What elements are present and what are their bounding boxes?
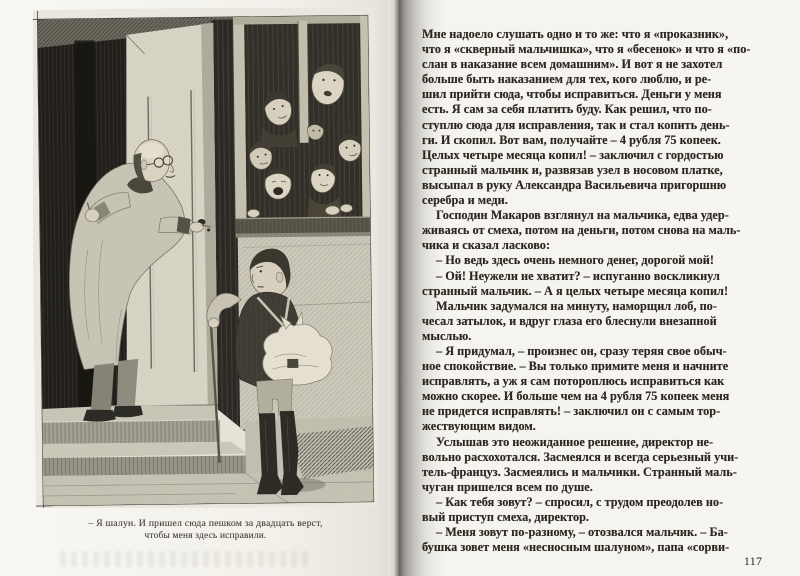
print-bleed-smudge [60,551,310,567]
book-illustration [33,8,378,508]
page-number: 117 [744,556,763,568]
text-line: Целых четыре месяца копил! – заключил с гордостью [422,147,724,162]
text-line: Господин Макаров взглянул на мальчика, едва удер- [436,208,729,223]
text-line: шил прийти сюда, чтобы исправиться. Деньги у меня [422,87,722,102]
text-line: что я «скверный мальчишка», что я «бесенок» и что я «по- [422,42,751,57]
text-line: – Но ведь здесь очень немного денег, дорогой мой! [436,253,714,268]
text-line: живаясь от смеха, потом на деньги, потом снова на маль- [422,223,741,238]
text-line: тель-француз. Засмеялись и мальчики. Странный маль- [422,464,737,479]
caption-line-2: чтобы меня здесь исправили. [144,531,267,541]
text-column [422,27,794,555]
text-line: высыпал в руку Александра Васильевича пригоршню [422,177,727,192]
text-line: вый приступ смеха, директор. [422,510,590,524]
text-line: можно скорее. И больше чем на 4 рубля 75 копеек меня [422,389,730,404]
text-line: Мне надоело слушать одно и то же: что я «проказник», [422,27,729,41]
text-line: – Я придумал, – произнес он, сразу теряя свое обыч- [436,343,727,358]
text-line: чуган пришелся всем по душе. [422,479,593,494]
text-line: ги. И скопил. Вот вам, получайте – 4 рубля 75 копеек. [422,132,721,147]
text-line: бушка зовет меня «несносным шалуном», папа «сорви- [422,540,730,555]
text-line: – Ой! Неужели не хватит? – испуганно воскликнул [436,268,720,283]
illustration-caption [33,517,378,543]
text-line: Услышав это неожиданное решение, директор не- [436,434,714,449]
text-line: – Как тебя зовут? – спросил, с трудом преодолев но- [436,494,724,509]
text-line: не придется исправлять! – заключил он с самым тор- [422,404,721,419]
text-line: больше быть наказанием для тех, кого люблю, и ре- [422,72,712,87]
left-page [0,0,398,576]
caption-line-1: – Я шалун. И пришел сюда пешком за двадцать верст, [88,518,323,529]
text-line: есть. Я сам за себя платить буду. Как решил, что по- [422,102,712,117]
text-line: жествующим видом. [422,419,536,434]
text-line: странный мальчик и, развязав узел в носовом платке, [422,162,723,177]
text-line: странный мальчик. – А я целых четыре месяца копил! [422,283,729,298]
text-line: чесал затылок, и вдруг глаза его блеснули внезапной [422,313,717,328]
text-line: вольно расхохотался. Засмеялся и всегда серьезный учи- [422,449,739,464]
text-line: ступлю сюда для исправления, так и стал копить день- [422,117,730,132]
text-line: серебра и меди. [422,193,508,208]
text-line: слан в наказание всем домашним». И вот я не захотел [422,57,723,72]
text-line: мыслью. [422,328,472,343]
text-line: Мальчик задумался на минуту, наморщил лоб, по- [436,298,717,313]
text-line: – Меня зовут по-разному, – отозвался мальчик. – Ба- [436,525,728,540]
text-line: ное спокойствие. – Вы только примите меня и начните [422,359,729,374]
text-line: чика и сказал ласково: [422,238,551,253]
right-page [400,0,800,576]
text-line: исправлять, а уж я сам потороплюсь исправиться как [422,374,725,389]
